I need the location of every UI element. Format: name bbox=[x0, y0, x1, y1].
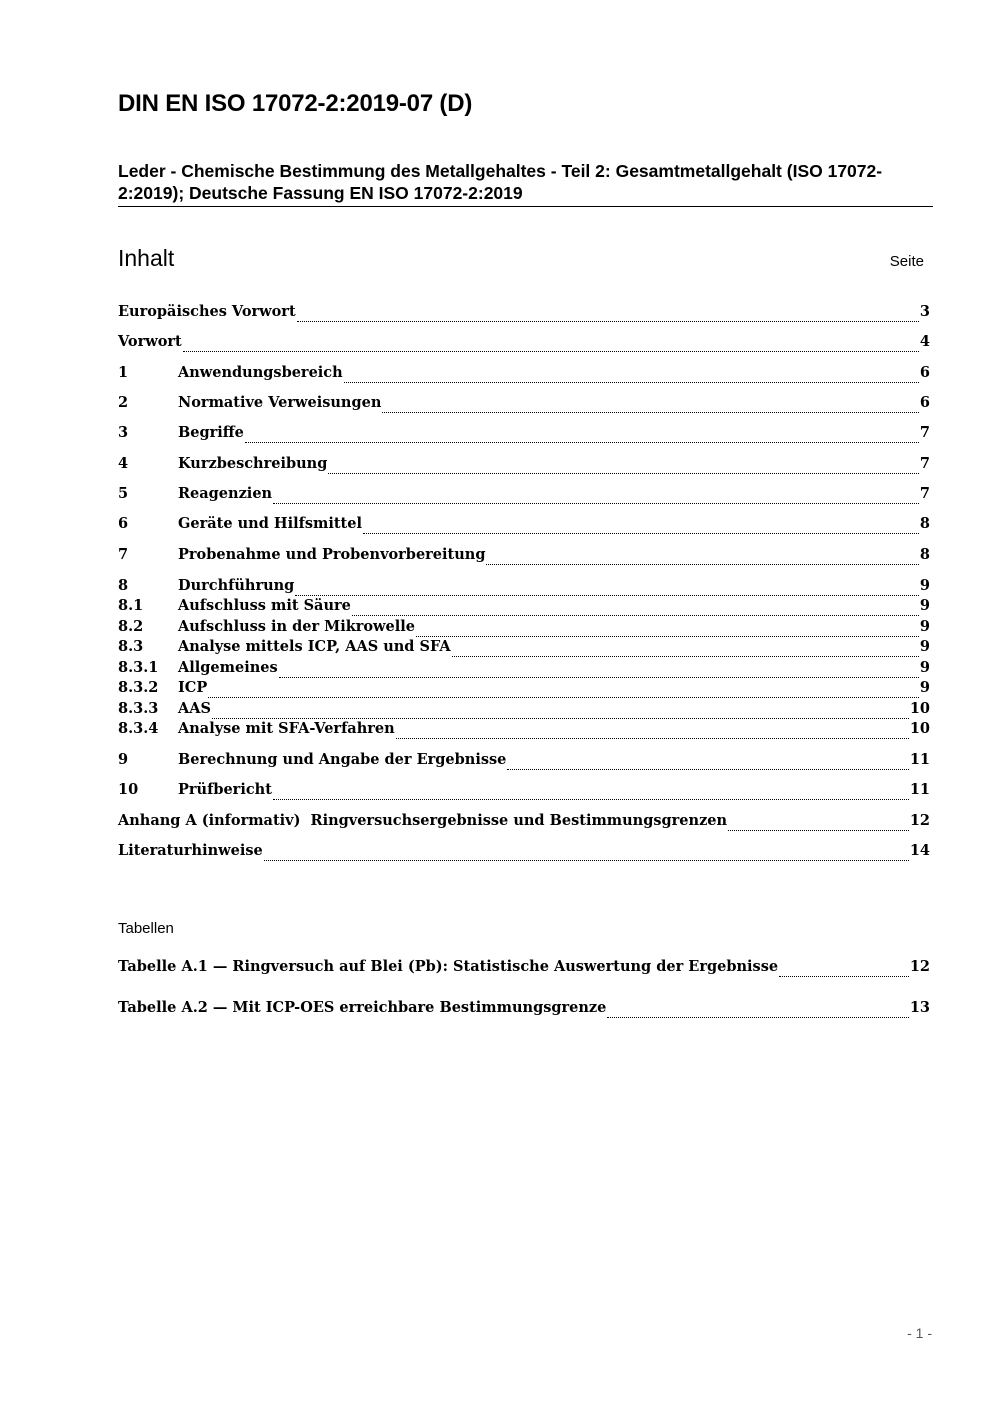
toc-entry-page: 3 bbox=[919, 303, 930, 320]
toc-entry-section-8-3-1[interactable] bbox=[118, 659, 930, 679]
toc-entry-page: 7 bbox=[919, 455, 930, 472]
toc-entry-page: 4 bbox=[919, 333, 930, 350]
toc-entry-page: 7 bbox=[919, 424, 930, 441]
toc-entry-label: Anwendungsbereich bbox=[178, 364, 343, 381]
toc-entry-europaeisches-vorwort[interactable] bbox=[118, 303, 930, 323]
toc-entry-page: 9 bbox=[919, 679, 930, 696]
toc-leader-dots bbox=[344, 372, 919, 383]
toc-entry-label: Probenahme und Probenvorbereitung bbox=[178, 546, 486, 563]
table-entry-label: Tabelle A.1 — Ringversuch auf Blei (Pb): Statistische Auswertung der Ergebnisse bbox=[118, 958, 779, 975]
toc-entry-page: 7 bbox=[919, 485, 930, 502]
toc-entry-section-8[interactable] bbox=[118, 577, 930, 597]
toc-leader-dots bbox=[212, 708, 909, 719]
toc-entry-page: 8 bbox=[919, 546, 930, 563]
toc-leader-dots bbox=[486, 554, 918, 565]
toc-entry-label: Berechnung und Angabe der Ergebnisse bbox=[178, 751, 507, 768]
toc-entry-section-9[interactable] bbox=[118, 751, 930, 771]
toc-entry-number: 8.3.2 bbox=[118, 679, 159, 696]
toc-leader-dots bbox=[779, 966, 909, 977]
toc-entry-section-8-3-3[interactable] bbox=[118, 700, 930, 720]
toc-entry-number: 2 bbox=[118, 394, 129, 411]
toc-entry-literaturhinweise[interactable] bbox=[118, 842, 930, 862]
toc-entry-label: Vorwort bbox=[118, 333, 182, 350]
toc-entry-page: 9 bbox=[919, 638, 930, 655]
toc-leader-dots bbox=[183, 341, 919, 352]
toc-entry-section-6[interactable] bbox=[118, 515, 930, 535]
toc-entry-section-3[interactable] bbox=[118, 424, 930, 444]
toc-entry-section-5[interactable] bbox=[118, 485, 930, 505]
toc-leader-dots bbox=[396, 728, 909, 739]
toc-entry-label: Reagenzien bbox=[178, 485, 273, 502]
toc-leader-dots bbox=[328, 463, 919, 474]
toc-entry-number: 8.1 bbox=[118, 597, 144, 614]
toc-leader-dots bbox=[452, 646, 919, 657]
tables-heading: Tabellen bbox=[118, 920, 174, 937]
table-entry-a2[interactable] bbox=[118, 999, 930, 1019]
toc-entry-section-8-1[interactable] bbox=[118, 597, 930, 617]
toc-entry-vorwort[interactable] bbox=[118, 333, 930, 353]
table-entry-page: 12 bbox=[909, 958, 930, 975]
toc-leader-dots bbox=[295, 585, 919, 596]
toc-entry-label: Aufschluss mit Säure bbox=[178, 597, 351, 614]
toc-entry-label: Kurzbeschreibung bbox=[178, 455, 328, 472]
toc-leader-dots bbox=[273, 789, 909, 800]
table-entry-label: Tabelle A.2 — Mit ICP-OES erreichbare Bestimmungsgrenze bbox=[118, 999, 607, 1016]
toc-entry-label: Normative Verweisungen bbox=[178, 394, 382, 411]
toc-entry-section-8-2[interactable] bbox=[118, 618, 930, 638]
toc-entry-number: 9 bbox=[118, 751, 129, 768]
toc-entry-number: 7 bbox=[118, 546, 129, 563]
page-number: - 1 - bbox=[907, 1325, 932, 1341]
toc-entry-page: 6 bbox=[919, 394, 930, 411]
toc-entry-page: 11 bbox=[909, 781, 930, 798]
toc-entry-page: 9 bbox=[919, 659, 930, 676]
toc-entry-section-1[interactable] bbox=[118, 364, 930, 384]
toc-entry-number: 6 bbox=[118, 515, 129, 532]
title-divider bbox=[118, 206, 933, 207]
toc-entry-label: Literaturhinweise bbox=[118, 842, 263, 859]
table-entry-a1[interactable] bbox=[118, 958, 930, 978]
toc-leader-dots bbox=[273, 493, 919, 504]
document-subtitle: Leder - Chemische Bestimmung des Metallgehaltes - Teil 2: Gesamtmetallgehalt (ISO 17072-2:2019); Deutsche Fassung EN ISO 17072-2:2019 bbox=[118, 161, 883, 203]
toc-entry-number: 3 bbox=[118, 424, 129, 441]
toc-leader-dots bbox=[208, 687, 919, 698]
document-title: DIN EN ISO 17072-2:2019-07 (D) bbox=[118, 90, 473, 117]
toc-entry-number: 8.3.3 bbox=[118, 700, 159, 717]
toc-entry-page: 10 bbox=[909, 700, 930, 717]
toc-entry-page: 9 bbox=[919, 618, 930, 635]
toc-leader-dots bbox=[382, 402, 919, 413]
toc-leader-dots bbox=[416, 626, 919, 637]
toc-leader-dots bbox=[507, 759, 908, 770]
toc-entry-section-8-3-2[interactable] bbox=[118, 679, 930, 699]
toc-entry-section-4[interactable] bbox=[118, 455, 930, 475]
toc-entry-label: Analyse mit SFA-Verfahren bbox=[178, 720, 395, 737]
toc-leader-dots bbox=[607, 1007, 908, 1018]
toc-entry-number: 8 bbox=[118, 577, 129, 594]
toc-entry-page: 10 bbox=[909, 720, 930, 737]
toc-entry-section-7[interactable] bbox=[118, 546, 930, 566]
toc-entry-number: 1 bbox=[118, 364, 129, 381]
toc-entry-page: 14 bbox=[909, 842, 930, 859]
toc-entry-number: 8.2 bbox=[118, 618, 144, 635]
toc-leader-dots bbox=[245, 432, 919, 443]
toc-entry-label: Prüfbericht bbox=[178, 781, 272, 798]
toc-entry-label: Aufschluss in der Mikrowelle bbox=[178, 618, 416, 635]
toc-entry-label: Begriffe bbox=[178, 424, 244, 441]
toc-leader-dots bbox=[264, 850, 909, 861]
toc-page-column-label: Seite bbox=[889, 253, 924, 270]
toc-entry-number: 5 bbox=[118, 485, 129, 502]
toc-entry-page: 9 bbox=[919, 597, 930, 614]
toc-entry-page: 12 bbox=[909, 812, 930, 829]
toc-entry-page: 6 bbox=[919, 364, 930, 381]
toc-entry-section-8-3[interactable] bbox=[118, 638, 930, 658]
toc-entry-page: 8 bbox=[919, 515, 930, 532]
toc-entry-anhang-a[interactable] bbox=[118, 812, 930, 832]
toc-entry-label: Geräte und Hilfsmittel bbox=[178, 515, 362, 532]
toc-entry-page: 9 bbox=[919, 577, 930, 594]
toc-entry-number: 4 bbox=[118, 455, 129, 472]
toc-entry-number: 8.3.1 bbox=[118, 659, 159, 676]
toc-entry-page: 11 bbox=[909, 751, 930, 768]
toc-leader-dots bbox=[352, 605, 919, 616]
toc-entry-label: Europäisches Vorwort bbox=[118, 303, 296, 320]
toc-entry-section-10[interactable] bbox=[118, 781, 930, 801]
toc-entry-number: 8.3 bbox=[118, 638, 144, 655]
table-entry-page: 13 bbox=[909, 999, 930, 1016]
toc-entry-number: 8.3.4 bbox=[118, 720, 159, 737]
toc-leader-dots bbox=[363, 523, 919, 534]
toc-entry-label: Analyse mittels ICP, AAS und SFA bbox=[178, 638, 451, 655]
toc-entry-label: Allgemeines bbox=[178, 659, 278, 676]
toc-entry-label: AAS bbox=[178, 700, 211, 717]
toc-leader-dots bbox=[279, 667, 919, 678]
toc-entry-number: 10 bbox=[118, 781, 139, 798]
toc-entry-label: ICP bbox=[178, 679, 208, 696]
toc-heading: Inhalt bbox=[118, 245, 175, 271]
toc-entry-label: Durchführung bbox=[178, 577, 295, 594]
toc-leader-dots bbox=[728, 820, 909, 831]
toc-entry-section-2[interactable] bbox=[118, 394, 930, 414]
toc-entry-label: Anhang A (informativ) Ringversuchsergebnisse und Bestimmungsgrenzen bbox=[118, 812, 728, 829]
toc-leader-dots bbox=[297, 311, 919, 322]
toc-entry-section-8-3-4[interactable] bbox=[118, 720, 930, 740]
